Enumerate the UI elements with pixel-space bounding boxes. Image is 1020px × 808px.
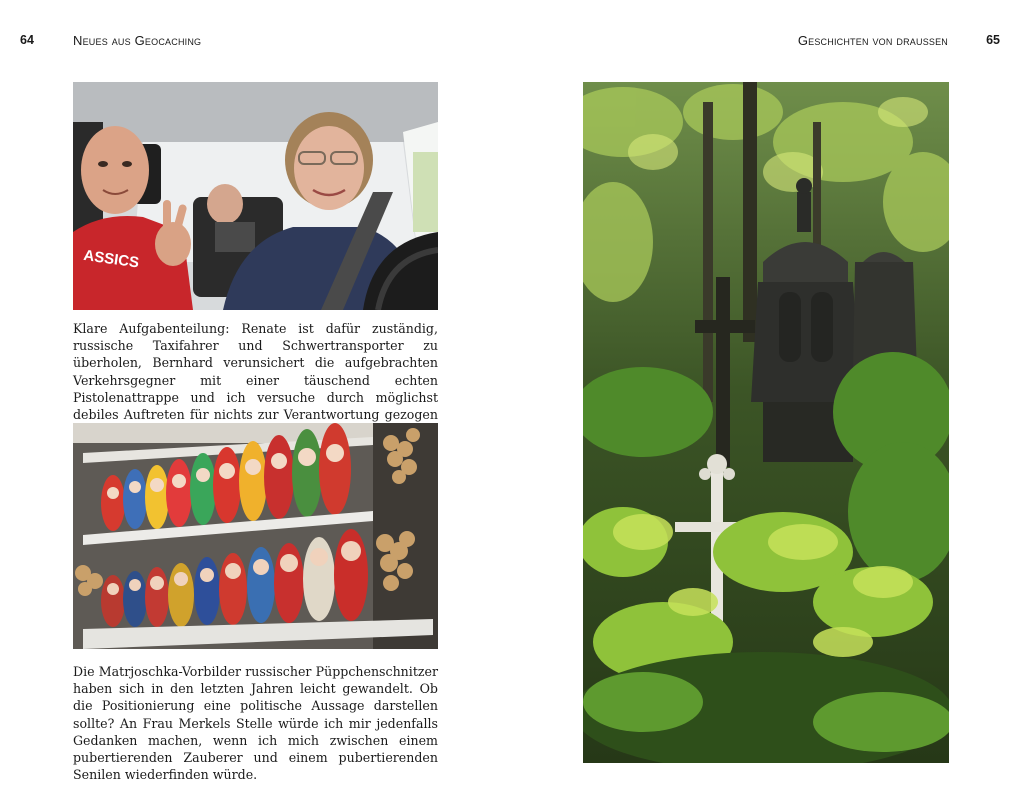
cemetery-photo — [583, 82, 949, 763]
matryoshka-illustration — [73, 423, 438, 649]
page-number-right: 65 — [986, 33, 1000, 47]
car-selfie-illustration — [73, 82, 438, 310]
running-head-right: Geschichten von draussen — [797, 33, 948, 48]
page-number-left: 64 — [20, 33, 34, 47]
cemetery-illustration — [583, 82, 949, 763]
caption-car-photo: Klare Aufgabenteilung: Renate ist dafür zuständig, russische Taxifahrer und Schwertransporter zu überholen, Bernhard verunsichert die aufgebrachten Verkehrsgegner mit einer täuschend echten Pistolenattrappe und ich versuche durch möglichst debiles Auftreten für nichts zur Verantwortung gezogen — [73, 321, 438, 423]
car-selfie-photo — [73, 82, 438, 310]
shirt-text: ASSICS — [82, 246, 141, 272]
caption-dolls-photo: Die Matrjoschka-Vorbilder russischer Püppchenschnitzer haben sich in den letzten Jahren leicht gewandelt. Ob die Positionierung eine politische Aussage darstellen sollte? An Frau Merkels Stelle würde ich mir jedenfalls Gedanken machen, wenn ich mich zwischen einem pubertierenden Zauberer und einem pubertierenden Senilen wiederfinden würde. — [73, 664, 438, 783]
matryoshka-dolls-photo — [73, 423, 438, 649]
running-head-left: Neues aus Geocaching — [73, 33, 202, 48]
